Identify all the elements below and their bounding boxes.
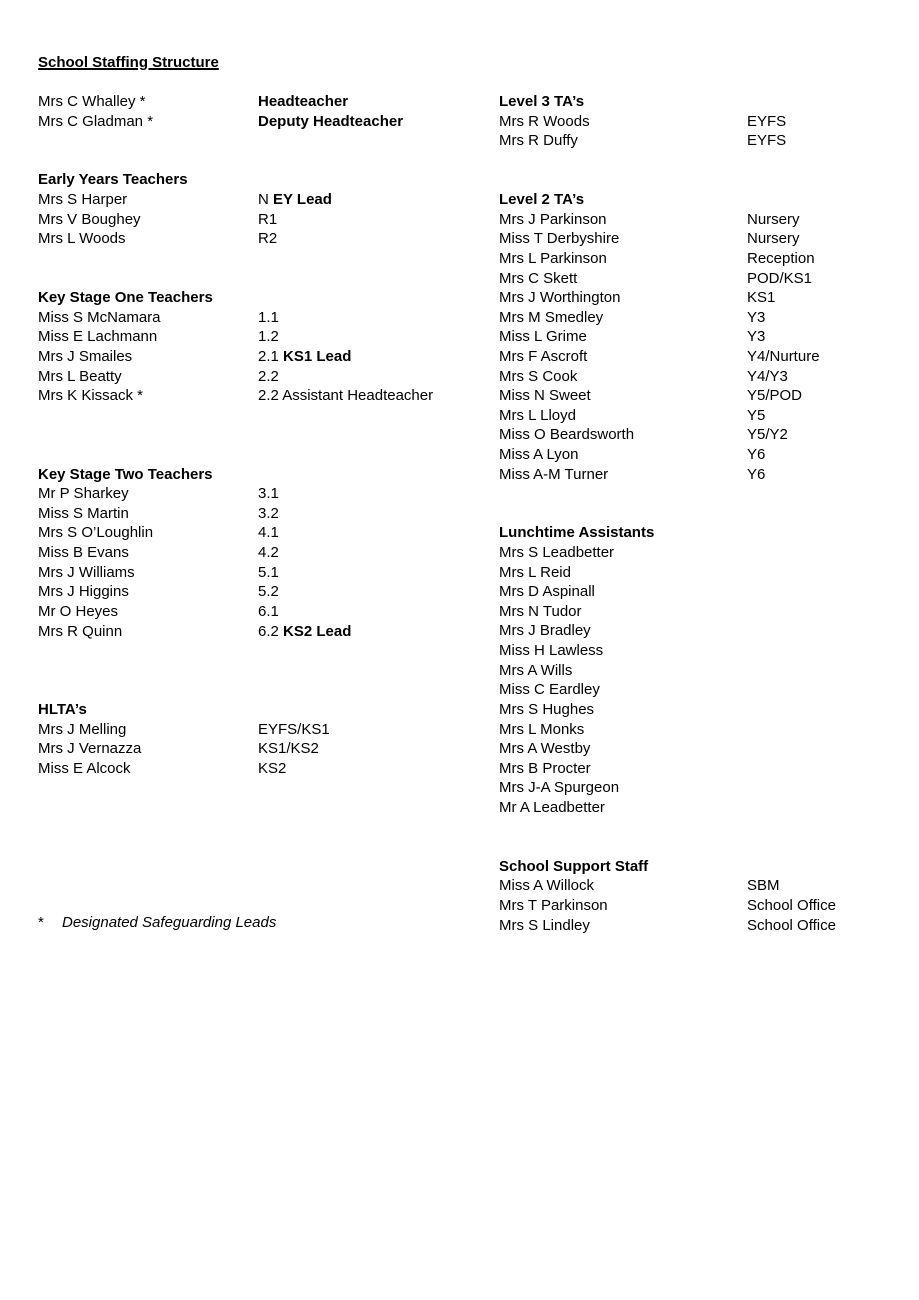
- staff-name: Mrs K Kissack *: [38, 387, 144, 405]
- staff-role: 5.1: [258, 563, 279, 581]
- staff-name: Mrs V Boughey: [38, 210, 141, 228]
- staff-row: [499, 249, 914, 269]
- section-level-2-tas: [499, 190, 914, 484]
- staff-column-right: [499, 92, 914, 935]
- staff-row: [499, 112, 914, 132]
- staff-name: Mr O Heyes: [38, 602, 119, 620]
- staff-role: 6.2 KS2 Lead: [258, 622, 352, 640]
- staff-name: Mrs C Skett: [499, 269, 578, 287]
- staff-row: [499, 425, 914, 445]
- staff-row: [499, 720, 914, 740]
- staff-name: Mrs R Woods: [499, 112, 590, 130]
- staff-name: Mrs S O’Loughlin: [38, 524, 154, 542]
- section-heading-key-stage-two-teachers: Key Stage Two Teachers: [38, 465, 213, 483]
- staff-name: Miss L Grime: [499, 328, 587, 346]
- footnote-asterisk: *: [38, 914, 44, 931]
- staff-name: Mr P Sharkey: [38, 485, 129, 503]
- staff-name: Miss S Martin: [38, 504, 129, 522]
- staff-role: Nursery: [747, 230, 800, 248]
- staff-role: EYFS: [747, 132, 787, 150]
- staff-role: POD/KS1: [747, 269, 813, 287]
- staff-row: [38, 92, 493, 112]
- staff-role: Y4/Y3: [747, 367, 788, 385]
- staff-name: Mrs J Williams: [38, 563, 135, 581]
- staff-role: Y4/Nurture: [747, 347, 820, 365]
- staff-name: Mr A Leadbetter: [499, 798, 605, 816]
- staff-name: Mrs J Parkinson: [499, 210, 607, 228]
- staff-name: Miss N Sweet: [499, 387, 591, 405]
- staff-name: Mrs A Wills: [499, 661, 573, 679]
- staff-row: [38, 523, 493, 543]
- staff-role: EYFS/KS1: [258, 720, 330, 738]
- staff-role: Deputy Headteacher: [258, 112, 404, 130]
- staff-row: [499, 308, 914, 328]
- staff-role: R2: [258, 230, 278, 248]
- staff-row: [499, 876, 914, 896]
- staff-row: [499, 582, 914, 602]
- staff-row: [499, 445, 914, 465]
- staff-role: KS2: [258, 759, 287, 777]
- staff-name: Miss O Beardsworth: [499, 426, 635, 444]
- staff-role: Y5/Y2: [747, 426, 788, 444]
- staff-row: [499, 641, 914, 661]
- staff-name: Mrs L Parkinson: [499, 249, 607, 267]
- staff-role: R1: [258, 210, 278, 228]
- staff-column-left: [38, 92, 493, 778]
- staff-name: Mrs S Leadbetter: [499, 544, 615, 562]
- section-school-support-staff: [499, 857, 914, 935]
- staff-name: Mrs C Gladman *: [38, 112, 154, 130]
- staff-row: [499, 406, 914, 426]
- section-heading-school-support-staff: School Support Staff: [499, 857, 649, 875]
- staff-name: Mrs S Lindley: [499, 916, 590, 934]
- staff-role: 4.2: [258, 544, 279, 562]
- staff-name: Mrs L Monks: [499, 720, 585, 738]
- staff-row: [38, 327, 493, 347]
- staff-name: Mrs A Westby: [499, 740, 591, 758]
- staff-role: 2.2 Assistant Headteacher: [258, 387, 434, 405]
- staff-row: [38, 386, 493, 406]
- staff-role: 6.1: [258, 602, 279, 620]
- staff-role: 1.1: [258, 308, 279, 326]
- staff-name: Mrs M Smedley: [499, 308, 604, 326]
- staff-role: N EY Lead: [258, 191, 332, 209]
- staff-row: [499, 739, 914, 759]
- staff-name: Mrs L Beatty: [38, 367, 122, 385]
- staff-row: [499, 543, 914, 563]
- staff-role: KS1/KS2: [258, 740, 319, 758]
- section-heading-level-2-tas: Level 2 TA’s: [499, 191, 585, 209]
- staff-role: 3.1: [258, 485, 279, 503]
- staff-role: 5.2: [258, 583, 279, 601]
- footnote-text: Designated Safeguarding Leads: [62, 914, 277, 931]
- staff-row: [499, 288, 914, 308]
- staff-row: [499, 798, 914, 818]
- staff-role: 2.2: [258, 367, 279, 385]
- staff-row: [38, 543, 493, 563]
- staff-row: [499, 661, 914, 681]
- section-heading-early-years-teachers: Early Years Teachers: [38, 171, 188, 189]
- staff-name: Mrs S Harper: [38, 191, 128, 209]
- staff-row: [38, 602, 493, 622]
- staff-name: Miss B Evans: [38, 544, 129, 562]
- staff-role: School Office: [747, 916, 836, 934]
- staff-name: Miss E Alcock: [38, 759, 131, 777]
- staff-name: Mrs N Tudor: [499, 602, 582, 620]
- staff-row: [499, 269, 914, 289]
- staff-name: Mrs R Quinn: [38, 622, 123, 640]
- staff-row: [38, 484, 493, 504]
- staff-role: 1.2: [258, 328, 279, 346]
- staff-name: Mrs D Aspinall: [499, 583, 595, 601]
- staff-name: Mrs J Bradley: [499, 622, 591, 640]
- staff-role: Y5: [747, 406, 766, 424]
- staff-name: Miss E Lachmann: [38, 328, 158, 346]
- staff-role: Y6: [747, 445, 766, 463]
- staff-row: [499, 700, 914, 720]
- staff-name: Miss C Eardley: [499, 681, 600, 699]
- staff-row: [38, 210, 493, 230]
- staff-row: [38, 367, 493, 387]
- staff-row: [499, 680, 914, 700]
- staff-role: 4.1: [258, 524, 279, 542]
- staff-name: Miss A Willock: [499, 877, 595, 895]
- section-level-3-tas: [499, 92, 914, 151]
- page-title: School Staffing Structure: [38, 54, 219, 71]
- staff-role: 3.2: [258, 504, 279, 522]
- staff-role: Nursery: [747, 210, 800, 228]
- staff-role: SBM: [747, 877, 780, 895]
- staff-row: [38, 308, 493, 328]
- staff-name: Miss A-M Turner: [499, 465, 609, 483]
- staff-row: [499, 367, 914, 387]
- staff-role: Y3: [747, 328, 766, 346]
- staff-name: Mrs L Lloyd: [499, 406, 576, 424]
- staff-row: [38, 190, 493, 210]
- staff-name: Mrs B Procter: [499, 759, 591, 777]
- staff-role: 2.1 KS1 Lead: [258, 347, 352, 365]
- staff-name: Mrs J Smailes: [38, 347, 133, 365]
- staff-row: [499, 327, 914, 347]
- staff-name: Mrs C Whalley *: [38, 93, 146, 110]
- staff-name: Mrs J Worthington: [499, 289, 621, 307]
- section-heading-hltas: HLTA’s: [38, 700, 87, 718]
- staff-row: [499, 602, 914, 622]
- staff-name: Mrs R Duffy: [499, 132, 578, 150]
- staff-name: Miss A Lyon: [499, 445, 579, 463]
- staff-row: [38, 759, 493, 779]
- staff-row: [38, 563, 493, 583]
- staff-row: [499, 131, 914, 151]
- staff-row: [499, 386, 914, 406]
- section-lunchtime-assistants: [499, 523, 914, 817]
- section-heading-level-3-tas: Level 3 TA’s: [499, 93, 585, 110]
- staff-name: Miss H Lawless: [499, 642, 604, 660]
- section-early-years-teachers: [38, 170, 493, 248]
- staff-role: EYFS: [747, 112, 787, 130]
- staff-row: [38, 720, 493, 740]
- staff-name: Mrs L Reid: [499, 563, 571, 581]
- section-heading-lunchtime-assistants: Lunchtime Assistants: [499, 524, 655, 542]
- section-key-stage-one-teachers: [38, 288, 493, 406]
- staff-row: [499, 621, 914, 641]
- staff-name: Mrs T Parkinson: [499, 897, 608, 915]
- staff-name: Mrs S Cook: [499, 367, 578, 385]
- staff-role: Reception: [747, 249, 815, 267]
- staff-name: Miss S McNamara: [38, 308, 161, 326]
- staff-name: Mrs F Ascroft: [499, 347, 588, 365]
- staff-name: Mrs S Hughes: [499, 700, 595, 718]
- staff-name: Mrs J Vernazza: [38, 740, 142, 758]
- staff-row: [499, 210, 914, 230]
- staff-row: [38, 229, 493, 249]
- staff-name: Mrs J Higgins: [38, 583, 129, 601]
- staff-role: Headteacher: [258, 93, 349, 110]
- staff-name: Miss T Derbyshire: [499, 230, 620, 248]
- staff-role: School Office: [747, 897, 836, 915]
- staff-role: KS1: [747, 289, 776, 307]
- staff-row: [38, 347, 493, 367]
- staff-row: [499, 465, 914, 485]
- staff-row: [499, 347, 914, 367]
- staff-row: [38, 112, 493, 132]
- staff-row: [499, 778, 914, 798]
- staff-row: [499, 563, 914, 583]
- section-heading-key-stage-one-teachers: Key Stage One Teachers: [38, 289, 213, 307]
- section-senior-leadership: [38, 92, 493, 131]
- staff-role: Y3: [747, 308, 766, 326]
- staff-row: [38, 739, 493, 759]
- staff-row: [38, 582, 493, 602]
- staff-role: Y6: [747, 465, 766, 483]
- staff-row: [499, 229, 914, 249]
- staff-role: Y5/POD: [747, 387, 803, 405]
- staff-row: [499, 896, 914, 916]
- section-key-stage-two-teachers: [38, 465, 493, 641]
- staff-row: [38, 622, 493, 642]
- staff-row: [499, 759, 914, 779]
- staff-row: [499, 916, 914, 936]
- staff-name: Mrs J-A Spurgeon: [499, 779, 620, 797]
- staff-name: Mrs L Woods: [38, 230, 126, 248]
- staff-row: [38, 504, 493, 524]
- section-hltas: [38, 700, 493, 778]
- staff-name: Mrs J Melling: [38, 720, 127, 738]
- safeguarding-footnote: [38, 913, 276, 933]
